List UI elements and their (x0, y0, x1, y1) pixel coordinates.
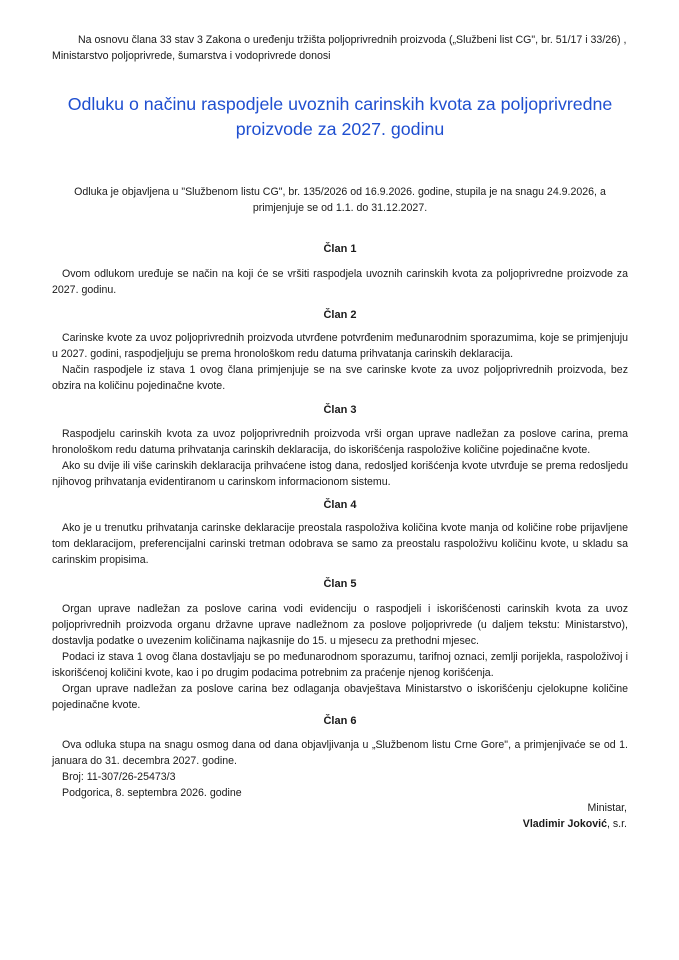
reference-number: Broj: 11-307/26-25473/3 (62, 771, 176, 783)
signature-name: Vladimir Joković (522, 818, 607, 830)
article-6-heading: Član 6 (323, 715, 357, 727)
article-5-heading: Član 5 (323, 578, 357, 590)
signature-role: Ministar, (587, 802, 627, 814)
signature-block (523, 800, 627, 832)
article-6-paragraph-1: Ova odluka stupa na snagu osmog dana od dana objavljivanja u „Službenom listu Crne Gore", a primjenjivaće se od 1. januara do 31. decembra 2027. godine. (52, 739, 628, 767)
signature-suffix: , s.r. (606, 818, 627, 830)
article-4-paragraph-1: Ako je u trenutku prihvatanja carinske deklaracije preostala raspoloživa količina kvote manja od količine robe prijavljene tom deklaracijom, preferencijalni carinski tretman odobrava se samo za preostalu raspoloživu količinu kvote, u skladu sa carinskim propisima. (52, 522, 628, 566)
article-5-paragraph-2: Podaci iz stava 1 ovog člana dostavljaju se po međunarodnom sporazumu, tarifnoj oznaci, zemlji porijekla, raspoloživoj i iskorišćenoj količini kvote, kao i po drugim podacima potrebnim za praćenje njenog korišćenja. (52, 651, 628, 679)
article-5-paragraph-3: Organ uprave nadležan za poslove carina bez odlaganja obavještava Ministarstvo o iskorišćenju cjelokupne količine pojedinačne kvote. (52, 683, 628, 711)
place-and-date: Podgorica, 8. septembra 2026. godine (62, 787, 242, 799)
publication-note: Odluka je objavljena u "Službenom listu CG", br. 135/2026 od 16.9.2026. godine, stupila je na snagu 24.9.2026, a primjenjuje se od 1.1. do 31.12.2027. (74, 186, 606, 214)
article-1-heading: Član 1 (323, 243, 357, 255)
article-4-heading: Član 4 (323, 499, 357, 511)
article-5-paragraph-1: Organ uprave nadležan za poslove carina vodi evidenciju o raspodjeli i iskorišćenosti carinskih kvota za uvoz poljoprivrednih proizvoda organu državne uprave nadležnom za poslove poljoprivrede (u daljem tekstu: Ministarstvo), dostavlja podatke o uvezenim količinama najkasnije do 15. u mjesecu za prethodni mjesec. (52, 603, 628, 647)
article-3-paragraph-1: Raspodjelu carinskih kvota za uvoz poljoprivrednih proizvoda vrši organ uprave nadležan za poslove carina, prema hronološkom redu datuma prihvatanja carinskih deklaracija, do iskorišćenja raspoložive količine pojedinačne kvote. (52, 428, 628, 456)
article-3-paragraph-2: Ako su dvije ili više carinskih deklaracija prihvaćene istog dana, redosljed korišćenja kvote utvrđuje se prema redosljedu njihovog prihvatanja evidentiranom u carinskom informacionom sistemu. (52, 460, 628, 488)
document-title: Odluku o načinu raspodjele uvoznih carinskih kvota za poljoprivredne proizvode za 2027. godinu (67, 94, 613, 139)
preamble-text: Na osnovu člana 33 stav 3 Zakona o uređenju tržišta poljoprivrednih proizvoda („Službeni list CG", br. 51/17 i 33/26) , Ministarstvo poljoprivrede, šumarstva i vodoprivrede donosi (52, 34, 627, 62)
signature-line (523, 816, 627, 832)
article-3-heading: Član 3 (323, 404, 357, 416)
article-2-paragraph-1: Carinske kvote za uvoz poljoprivrednih proizvoda utvrđene potvrđenim međunarodnim sporazumima, koje se primjenjuju u 2027. godini, raspodjeljuju se prema hronološkom redu datuma prihvatanja carinskih deklaracija. (52, 332, 628, 360)
article-2-heading: Član 2 (323, 309, 357, 321)
article-1-paragraph-1: Ovom odlukom uređuje se način na koji će se vršiti raspodjela uvoznih carinskih kvota za poljoprivredne proizvode za 2027. godinu. (52, 268, 628, 296)
article-2-paragraph-2: Način raspodjele iz stava 1 ovog člana primjenjuje se na sve carinske kvote za uvoz poljoprivrednih proizvoda, bez obzira na količinu pojedinačne kvote. (52, 364, 628, 392)
